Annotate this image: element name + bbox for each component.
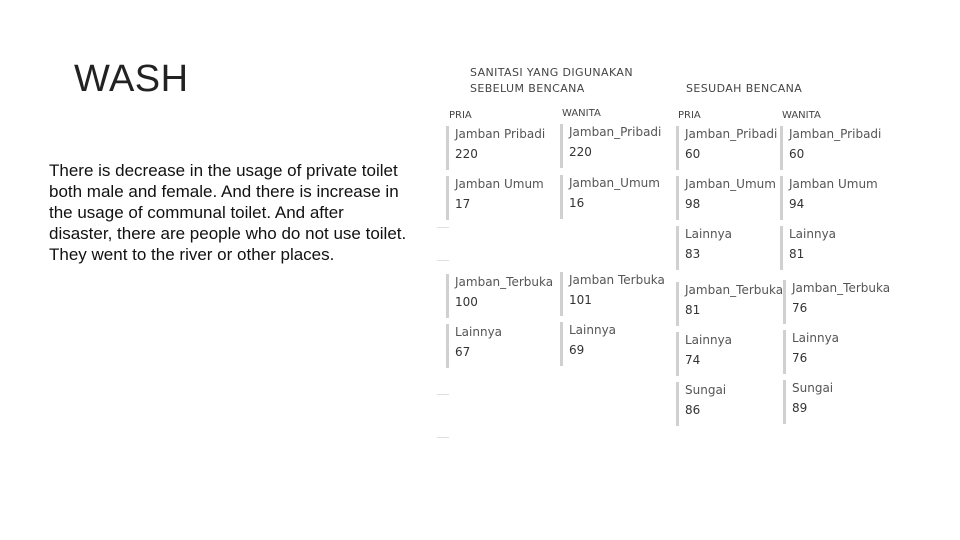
card-before-pria-jamban-pribadi: [446, 126, 555, 170]
card-value: 83: [685, 247, 701, 261]
card-label: Jamban Pribadi: [455, 127, 546, 141]
divider-tick: [437, 437, 449, 438]
card-value: 76: [792, 301, 808, 315]
card-before-pria-jamban-terbuka: [446, 274, 555, 318]
card-before-wanita-lainnya: [560, 322, 669, 366]
card-label: Jamban Umum: [789, 177, 878, 191]
card-label: Lainnya: [685, 333, 733, 347]
card-label: Jamban_Terbuka: [685, 283, 784, 297]
card-label: Jamban_Pribadi: [685, 127, 778, 141]
card-after-wanita-jamban-terbuka: [783, 280, 892, 324]
card-after-wanita-lainnya: [780, 226, 889, 270]
card-label: Jamban_Pribadi: [789, 127, 882, 141]
card-after-wanita-jamban-pribadi: [780, 126, 889, 170]
card-before-pria-lainnya: [446, 324, 555, 368]
card-value: 81: [789, 247, 805, 261]
card-value: 101: [569, 293, 592, 307]
card-value: 220: [455, 147, 478, 161]
card-value: 60: [789, 147, 805, 161]
card-label: Lainnya: [789, 227, 837, 241]
card-value: 60: [685, 147, 701, 161]
card-label: Jamban Terbuka: [569, 273, 665, 287]
col-header-pria-before: PRIA: [449, 110, 472, 121]
card-after-wanita-sungai: [783, 380, 892, 424]
before-header-line1: SANITASI YANG DIGUNAKAN: [470, 66, 633, 79]
card-label: Lainnya: [569, 323, 617, 337]
card-label: Jamban_Umum: [569, 176, 660, 190]
card-label: Jamban_Umum: [685, 177, 776, 191]
slide-title: WASH: [74, 58, 189, 100]
card-value: 16: [569, 196, 585, 210]
card-label: Lainnya: [792, 331, 840, 345]
card-value: 69: [569, 343, 585, 357]
card-after-wanita-lainnya-2: [783, 330, 892, 374]
card-value: 98: [685, 197, 701, 211]
col-header-pria-after: PRIA: [678, 110, 701, 121]
card-after-pria-lainnya-2: [676, 332, 785, 376]
card-label: Sungai: [792, 381, 834, 395]
card-after-pria-jamban-umum: [676, 176, 785, 220]
divider-tick: [437, 260, 449, 261]
divider-tick: [437, 394, 449, 395]
card-before-wanita-jamban-umum: [560, 175, 669, 219]
card-value: 76: [792, 351, 808, 365]
card-label: Sungai: [685, 383, 727, 397]
card-value: 220: [569, 145, 592, 159]
card-after-pria-jamban-pribadi: [676, 126, 785, 170]
card-value: 89: [792, 401, 808, 415]
card-value: 17: [455, 197, 471, 211]
card-after-pria-sungai: [676, 382, 785, 426]
slide-body-text: There is decrease in the usage of private toilet both male and female. And there is increase in the usage of communal toilet. And after disaster, there are people who do not use toilet. They went to the river or other places.: [49, 161, 407, 264]
card-before-wanita-jamban-pribadi: [560, 124, 669, 168]
card-label: Jamban_Terbuka: [792, 281, 891, 295]
col-header-wanita-after: WANITA: [782, 110, 821, 121]
card-after-pria-lainnya: [676, 226, 785, 270]
after-header: SESUDAH BENCANA: [686, 82, 803, 95]
card-value: 94: [789, 197, 805, 211]
card-before-wanita-jamban-terbuka: [560, 272, 669, 316]
card-value: 100: [455, 295, 478, 309]
card-label: Jamban_Terbuka: [455, 275, 554, 289]
divider-tick: [437, 227, 449, 228]
card-after-wanita-jamban-umum: [780, 176, 889, 220]
card-value: 74: [685, 353, 701, 367]
card-label: Jamban_Pribadi: [569, 125, 662, 139]
card-label: Jamban Umum: [455, 177, 544, 191]
card-label: Lainnya: [455, 325, 503, 339]
col-header-wanita-before: WANITA: [562, 108, 601, 119]
card-before-pria-jamban-umum: [446, 176, 555, 220]
before-header-line2: SEBELUM BENCANA: [470, 82, 585, 95]
card-label: Lainnya: [685, 227, 733, 241]
card-value: 86: [685, 403, 701, 417]
card-after-pria-jamban-terbuka: [676, 282, 785, 326]
card-value: 81: [685, 303, 701, 317]
card-value: 67: [455, 345, 471, 359]
